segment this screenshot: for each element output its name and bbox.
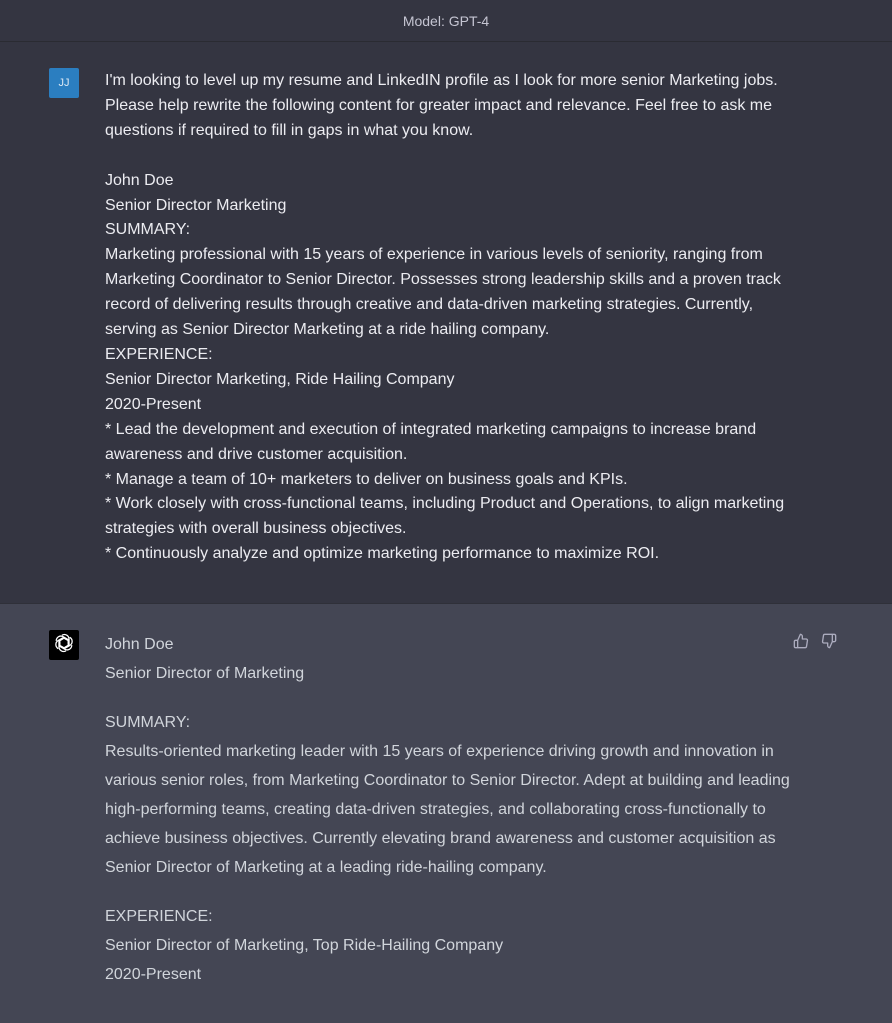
assistant-message-row <box>0 604 892 1023</box>
assistant-avatar <box>49 630 79 660</box>
job-dates: 2020-Present <box>105 966 202 983</box>
experience-heading: EXPERIENCE: <box>105 908 213 925</box>
model-label: Model: GPT-4 <box>402 12 490 29</box>
summary-heading: SUMMARY: <box>105 714 191 731</box>
user-message-text: I'm looking to level up my resume and LinkedIN profile as I look for more senior Marketing jobs. Please help rewrite the following content for greater impact and relevance. Feel free to ask me questions if required to fill in gaps in what you know. John Doe Senior Director Marketing SUMMARY: Marketing professional with 15 years of experience in various levels of seniority, ranging from Marketing Coordinator to Senior Director. Possesses strong leadership skills and a proven track record of delivering results through creative and data-driven marketing strategies. Currently, serving as Senior Director Marketing at a ride hailing company. EXPERIENCE: Senior Director Marketing, Ride Hailing Company 2020-Present * Lead the development and execution of integrated marketing campaigns to increase brand awareness and drive customer acquisition. * Manage a team of 10+ marketers to deliver on business goals and KPIs. * Work closely with cross-functional teams, including Product and Operations, to align marketing strategies with overall business objectives. * Continuously analyze and optimize marketing performance to maximize ROI. <box>105 72 785 563</box>
model-header <box>0 0 892 42</box>
openai-logo-icon <box>53 632 75 659</box>
user-message-row <box>0 42 892 604</box>
summary-text: Results-oriented marketing leader with 15 years of experience driving growth and innovation in various senior roles, from Marketing Coordinator to Senior Director. Adept at building and leading high-performing teams, creating data-driven strategies, and collaborating cross-functionally to achieve business objectives. Currently elevating brand awareness and customer acquisition as Senior Director of Marketing at a leading ride-hailing company. <box>105 743 790 876</box>
user-avatar <box>49 68 79 98</box>
thumbs-down-icon[interactable] <box>820 632 838 650</box>
resume-name: John Doe <box>105 636 174 653</box>
assistant-message-body <box>105 630 795 989</box>
resume-title: Senior Director of Marketing <box>105 665 305 682</box>
user-avatar-initials: JJ <box>58 77 70 89</box>
job-title: Senior Director of Marketing, Top Ride-Hailing Company <box>105 937 504 954</box>
feedback-buttons <box>792 632 838 650</box>
